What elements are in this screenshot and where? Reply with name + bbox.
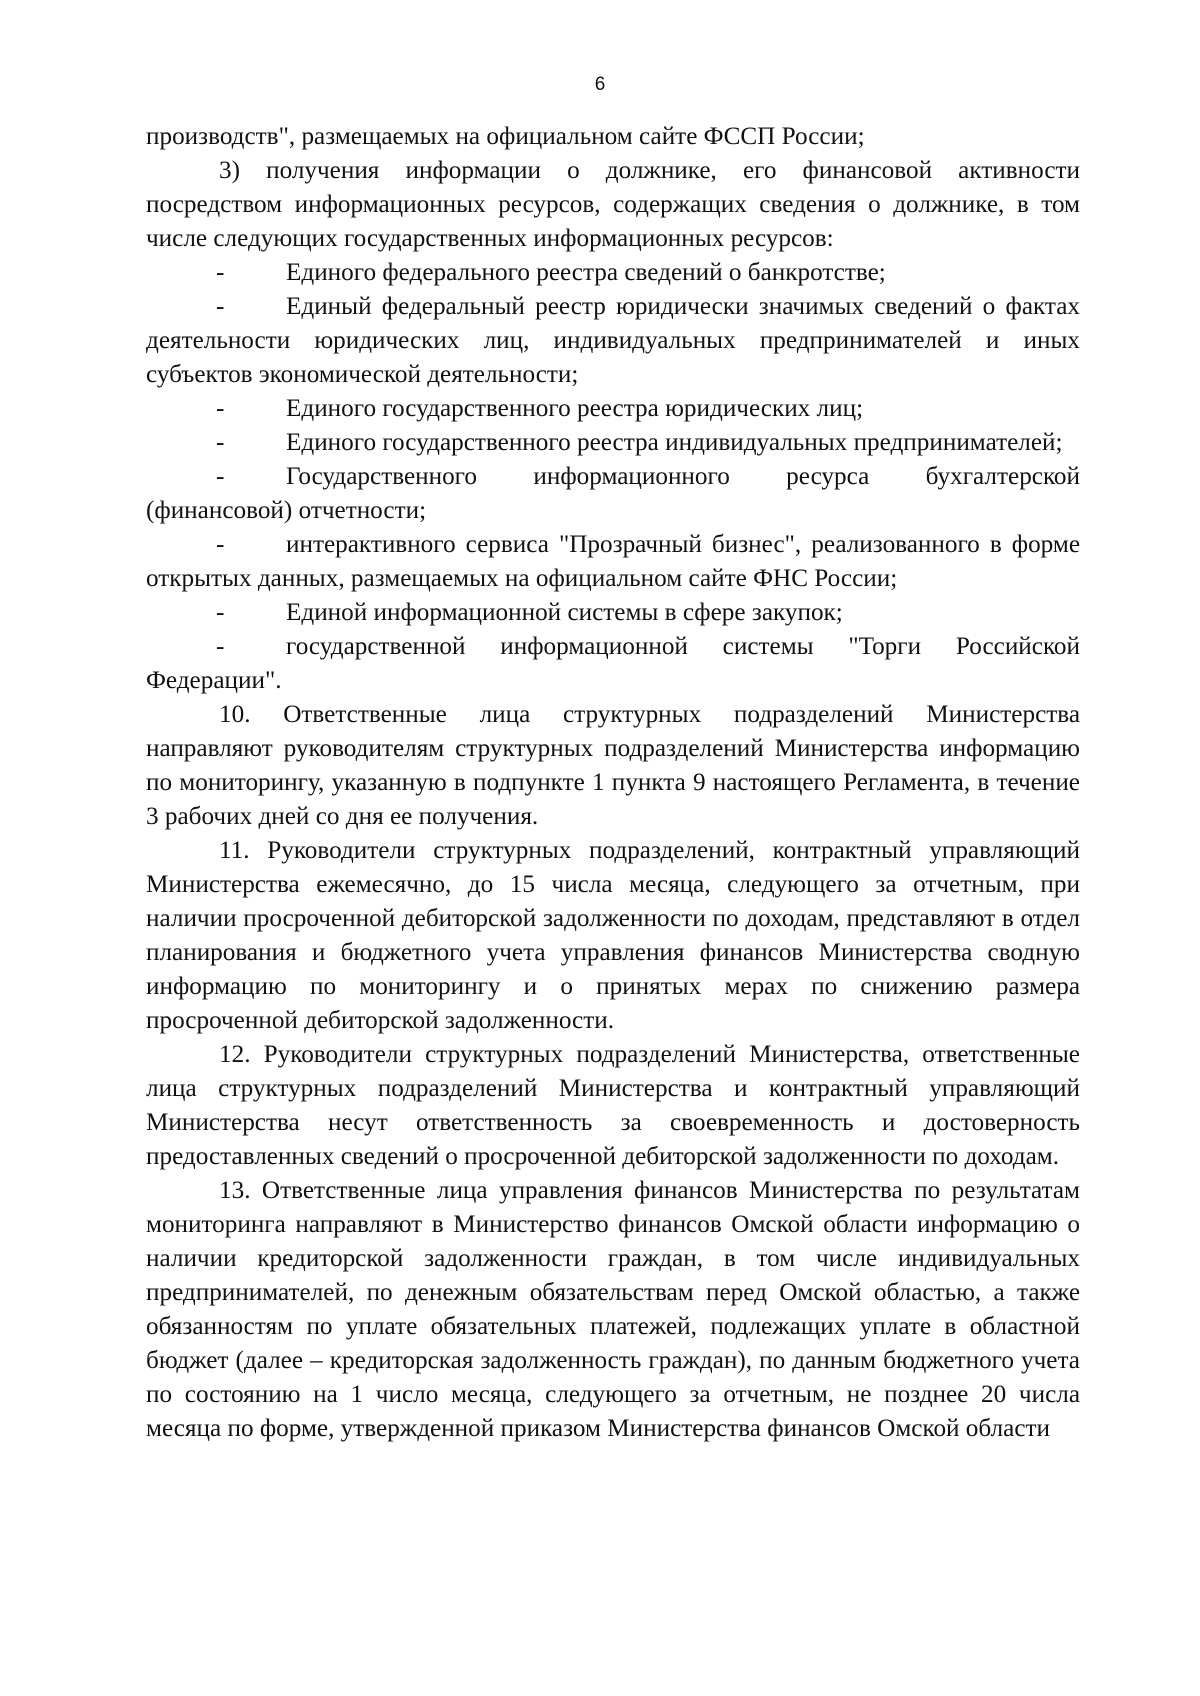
list-item-torgi-system: - государственной информационной системы "Торги Российской Федерации". — [146, 630, 1080, 698]
dash-marker: - — [216, 259, 225, 286]
list-item-accounting-resource: - Государственного информационного ресурса бухгалтерской (финансовой) отчетности; — [146, 460, 1080, 528]
dash-marker: - — [216, 395, 225, 422]
list-item-legal-facts-registry: - Единый федеральный реестр юридически значимых сведений о фактах деятельности юридических лиц, индивидуальных предпринимателей и иных субъектов экономической деятельности; — [146, 290, 1080, 392]
list-item-procurement-system: - Единой информационной системы в сфере закупок; — [146, 596, 1080, 630]
dash-marker: - — [216, 599, 225, 626]
paragraph-continuation: производств", размещаемых на официальном сайте ФССП России; — [146, 123, 865, 150]
paragraph-11: 11. Руководители структурных подразделений, контрактный управляющий Министерства ежемесячно, до 15 числа месяца, следующего за отчетным, при наличии просроченной дебиторской задолженности по доходам, представляют в отдел планирования и бюджетного учета управления финансов Министерства сводную информацию по мониторингу и о принятых мерах по снижению размера просроченной дебиторской задолженности. — [146, 837, 1080, 1034]
document-body — [146, 120, 1080, 1446]
page-number: 6 — [594, 74, 606, 95]
paragraph-13: 13. Ответственные лица управления финансов Министерства по результатам мониторинга направляют в Министерство финансов Омской области информацию о наличии кредиторской задолженности граждан, в том числе индивидуальных предпринимателей, по денежным обязательствам перед Омской областью, а также обязанностям по уплате обязательных платежей, подлежащих уплате в областной бюджет (далее – кредиторская задолженность граждан), по данным бюджетного учета по состоянию на 1 число месяца, следующего за отчетным, не позднее 20 числа месяца по форме, утвержденной приказом Министерства финансов Омской области — [146, 1177, 1080, 1442]
list-item-bankruptcy-registry: - Единого федерального реестра сведений о банкротстве; — [146, 256, 1080, 290]
dash-marker: - — [216, 429, 225, 456]
paragraph-12: 12. Руководители структурных подразделений Министерства, ответственные лица структурных подразделений Министерства и контрактный управляющий Министерства несут ответственность за своевременность и достоверность предоставленных сведений о просроченной дебиторской задолженности по доходам. — [146, 1041, 1080, 1170]
list-item-transparent-business: - интерактивного сервиса "Прозрачный бизнес", реализованного в форме открытых данных, размещаемых на официальном сайте ФНС России; — [146, 528, 1080, 596]
list-item-egrul: - Единого государственного реестра юридических лиц; — [146, 392, 1080, 426]
dash-marker: - — [216, 633, 225, 660]
dash-marker: - — [216, 293, 225, 320]
dash-marker: - — [216, 463, 225, 490]
paragraph-10: 10. Ответственные лица структурных подразделений Министерства направляют руководителям структурных подразделений Министерства информацию по мониторингу, указанную в подпункте 1 пункта 9 настоящего Регламента, в течение 3 рабочих дней со дня ее получения. — [146, 701, 1080, 830]
list-item-egrip: - Единого государственного реестра индивидуальных предпринимателей; — [146, 426, 1080, 460]
paragraph-item-3: 3) получения информации о должнике, его финансовой активности посредством информационных ресурсов, содержащих сведения о должнике, в том числе следующих государственных информационных ресурсов: — [146, 157, 1080, 252]
dash-marker: - — [216, 531, 225, 558]
